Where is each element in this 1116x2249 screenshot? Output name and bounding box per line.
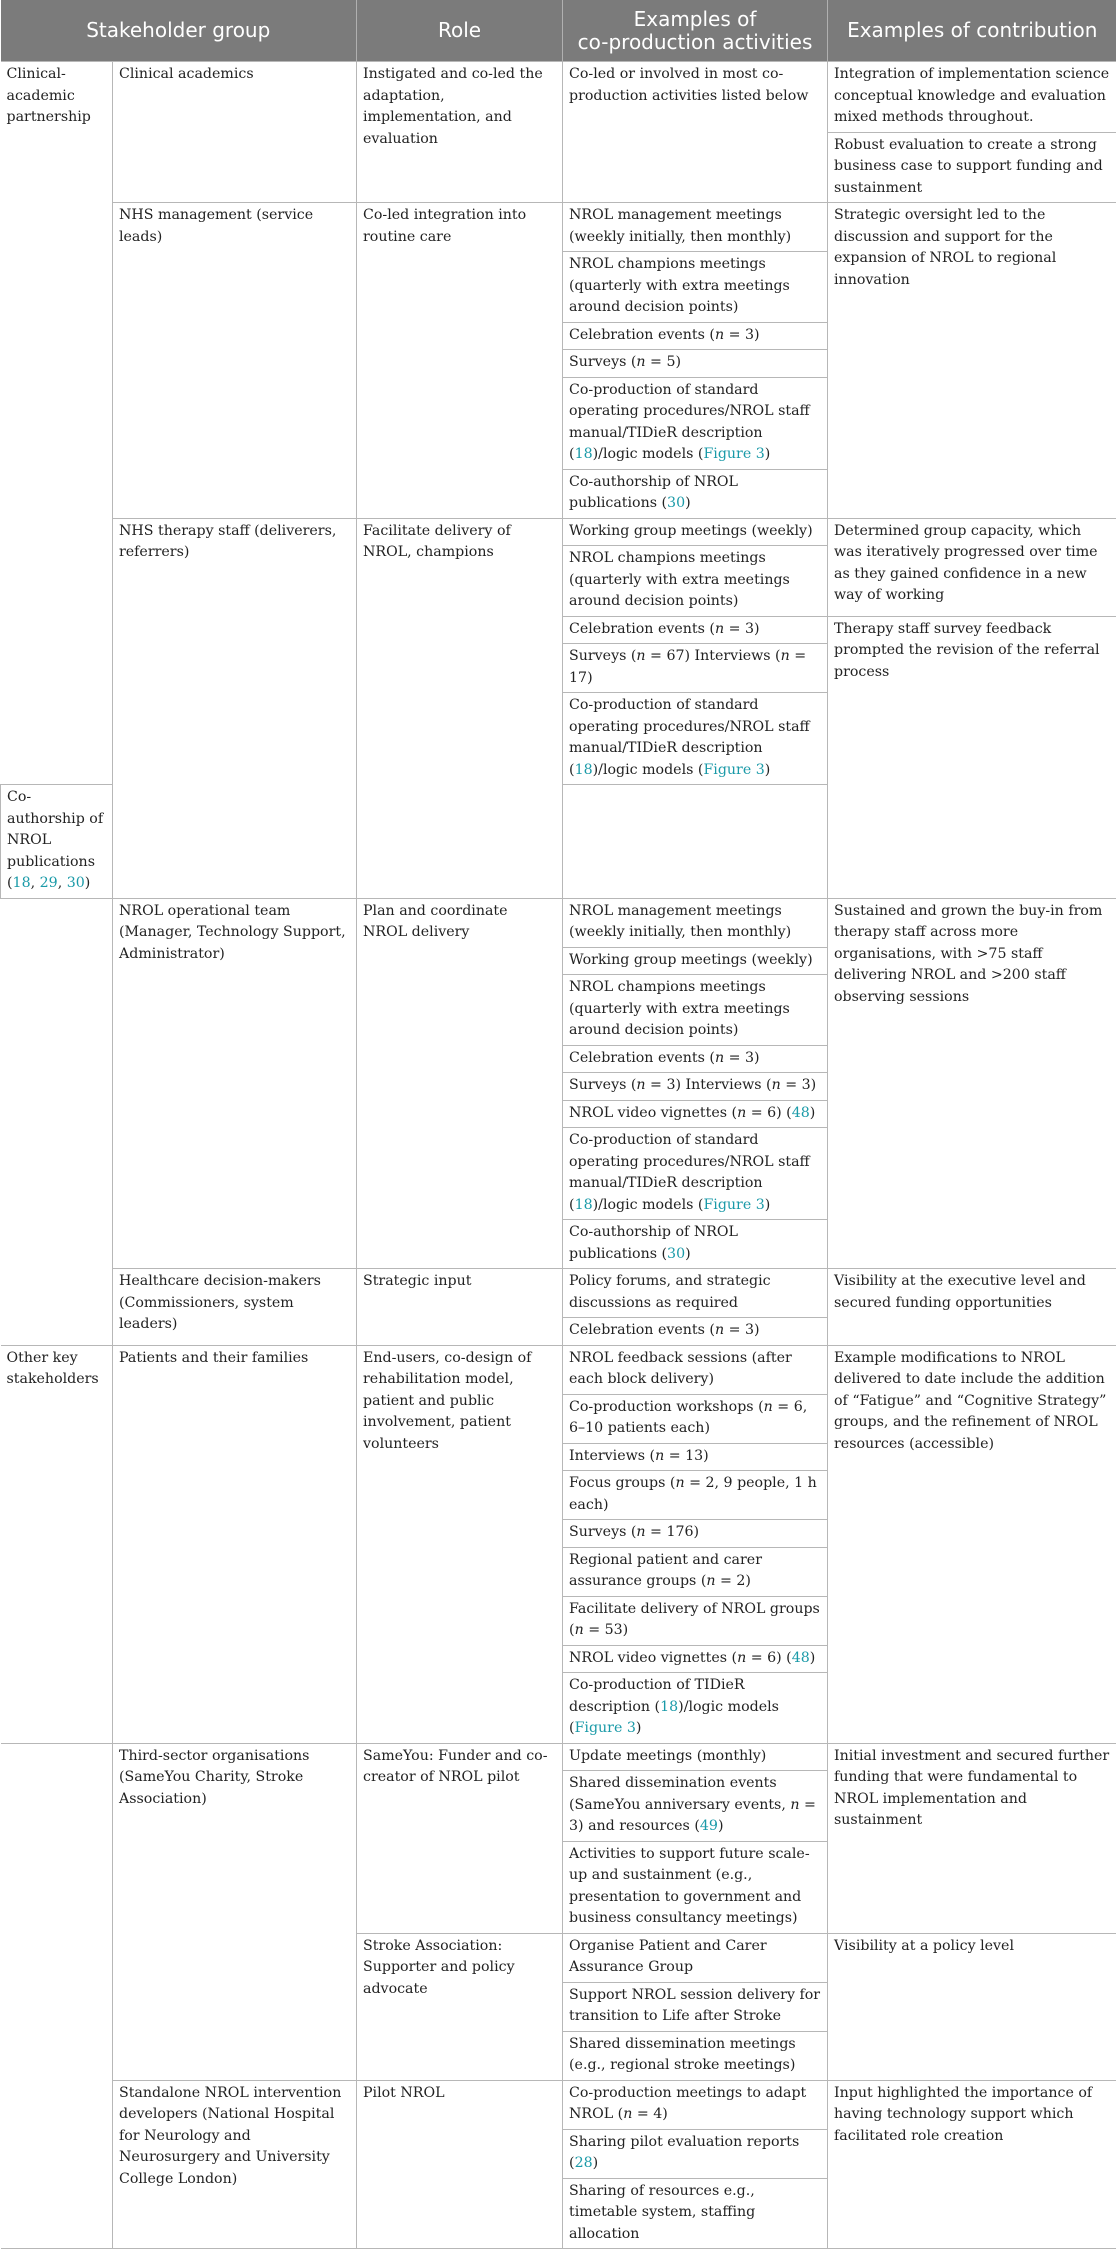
activity-cell: Co-production of TIDieR description (18)/logic models (Figure 3) — [563, 1673, 828, 1744]
group-label: Other key stakeholders — [1, 1345, 113, 1743]
role-cell: End-users, co-design of rehabilitation model, patient and public involvement, patient volunteers — [357, 1345, 563, 1743]
role-cell: Strategic input — [357, 1269, 563, 1346]
activity-cell: Co-authorship of NROL publications (30) — [563, 1220, 828, 1269]
stakeholder-cell: Third-sector organisations (SameYou Charity, Stroke Association) — [113, 1743, 357, 2080]
activity-cell: NROL management meetings (weekly initially, then monthly) — [563, 203, 828, 252]
stakeholder-cell: Standalone NROL intervention developers (National Hospital for Neurology and Neurosurgery and University College London) — [113, 2080, 357, 2249]
stakeholder-cell: Clinical academics — [113, 62, 357, 203]
activity-cell: Celebration events (n = 3) — [563, 1318, 828, 1346]
role-cell: Pilot NROL — [357, 2080, 563, 2249]
contribution-cell: Determined group capacity, which was iteratively progressed over time as they gained confidence in a new way of working — [828, 518, 1116, 616]
contribution-cell: Visibility at a policy level — [828, 1933, 1116, 2080]
activity-cell: Interviews (n = 13) — [563, 1443, 828, 1471]
contribution-cell: Integration of implementation science conceptual knowledge and evaluation mixed methods throughout. — [828, 62, 1116, 133]
role-cell: Stroke Association: Supporter and policy advocate — [357, 1933, 563, 2080]
activity-cell: Surveys (n = 176) — [563, 1520, 828, 1548]
activity-cell: Co-production workshops (n = 6, 6–10 patients each) — [563, 1394, 828, 1443]
role-cell: Facilitate delivery of NROL, champions — [357, 518, 563, 898]
header-stakeholder-group: Stakeholder group — [1, 0, 357, 62]
activity-cell: Co-production meetings to adapt NROL (n = 4) — [563, 2080, 828, 2129]
activity-cell: Sharing pilot evaluation reports (28) — [563, 2129, 828, 2178]
contribution-cell: Therapy staff survey feedback prompted the revision of the referral process — [828, 616, 1116, 898]
contribution-cell: Initial investment and secured further funding that were fundamental to NROL implementation and sustainment — [828, 1743, 1116, 1933]
activity-cell: Surveys (n = 5) — [563, 350, 828, 378]
contribution-cell: Example modifications to NROL delivered to date include the addition of “Fatigue” and “Cognitive Strategy” groups, and the refinement of NROL resources (accessible) — [828, 1345, 1116, 1743]
activity-cell: Co-production of standard operating procedures/NROL staff manual/TIDieR description (18)/logic models (Figure 3) — [563, 377, 828, 469]
contribution-cell: Input highlighted the importance of having technology support which facilitated role creation — [828, 2080, 1116, 2249]
activity-cell: Support NROL session delivery for transition to Life after Stroke — [563, 1982, 828, 2031]
activity-cell: Co-production of standard operating procedures/NROL staff manual/TIDieR description (18)/logic models (Figure 3) — [563, 1128, 828, 1220]
stakeholder-cell: Patients and their families — [113, 1345, 357, 1743]
activity-cell: Regional patient and carer assurance groups (n = 2) — [563, 1547, 828, 1596]
activity-cell: Update meetings (monthly) — [563, 1743, 828, 1771]
role-cell: Co-led integration into routine care — [357, 203, 563, 519]
table-row — [1, 203, 1116, 252]
activity-cell: NROL management meetings (weekly initially, then monthly) — [563, 898, 828, 947]
header-activities: Examples of co-production activities — [563, 0, 828, 62]
contribution-cell: Robust evaluation to create a strong business case to support funding and sustainment — [828, 132, 1116, 203]
activity-cell: NROL video vignettes (n = 6) (48) — [563, 1100, 828, 1128]
activity-cell: Co-authorship of NROL publications (30) — [563, 469, 828, 518]
table-row — [1, 518, 1116, 546]
role-cell: SameYou: Funder and co-creator of NROL pilot — [357, 1743, 563, 1933]
activity-cell: Co-led or involved in most co-production activities listed below — [563, 62, 828, 203]
activity-cell: Shared dissemination events (SameYou anniversary events, n = 3) and resources (49) — [563, 1771, 828, 1842]
role-cell: Plan and coordinate NROL delivery — [357, 898, 563, 1269]
stakeholder-cell: NHS management (service leads) — [113, 203, 357, 519]
activity-cell: Focus groups (n = 2, 9 people, 1 h each) — [563, 1471, 828, 1520]
stakeholder-cell: Healthcare decision-makers (Commissioners, system leaders) — [113, 1269, 357, 1346]
activity-cell: Facilitate delivery of NROL groups (n = 53) — [563, 1596, 828, 1645]
activity-cell: Co-production of standard operating procedures/NROL staff manual/TIDieR description (18)/logic models (Figure 3) — [563, 693, 828, 785]
table-header-row — [1, 0, 1116, 62]
group-label-empty — [1, 1743, 113, 2249]
activity-cell: Co-authorship of NROL publications (18, 29, 30) — [1, 785, 113, 899]
activity-cell: Surveys (n = 3) Interviews (n = 3) — [563, 1073, 828, 1101]
activity-cell: Surveys (n = 67) Interviews (n = 17) — [563, 644, 828, 693]
stakeholder-cell: NROL operational team (Manager, Technology Support, Administrator) — [113, 898, 357, 1269]
activity-cell: NROL feedback sessions (after each block delivery) — [563, 1345, 828, 1394]
activity-cell: NROL champions meetings (quarterly with extra meetings around decision points) — [563, 546, 828, 617]
group-label-continued — [1, 898, 113, 1345]
stakeholder-cell: NHS therapy staff (deliverers, referrers) — [113, 518, 357, 898]
role-cell: Instigated and co-led the adaptation, implementation, and evaluation — [357, 62, 563, 203]
table-row — [1, 1269, 1116, 1318]
table-row — [1, 1345, 1116, 1394]
contribution-cell: Visibility at the executive level and secured funding opportunities — [828, 1269, 1116, 1346]
activity-cell: Celebration events (n = 3) — [563, 1045, 828, 1073]
activity-cell: NROL video vignettes (n = 6) (48) — [563, 1645, 828, 1673]
activity-cell: Celebration events (n = 3) — [563, 616, 828, 644]
table-row — [1, 2080, 1116, 2129]
activity-cell: Working group meetings (weekly) — [563, 518, 828, 546]
group-label: Clinical-academic partnership — [1, 62, 113, 785]
activity-cell: NROL champions meetings (quarterly with extra meetings around decision points) — [563, 975, 828, 1046]
activity-cell: Organise Patient and Carer Assurance Group — [563, 1933, 828, 1982]
contribution-cell: Sustained and grown the buy-in from therapy staff across more organisations, with >75 staff delivering NROL and >200 staff observing sessions — [828, 898, 1116, 1269]
contribution-cell: Strategic oversight led to the discussion and support for the expansion of NROL to regional innovation — [828, 203, 1116, 519]
activity-cell: Celebration events (n = 3) — [563, 322, 828, 350]
activity-cell: Shared dissemination meetings (e.g., regional stroke meetings) — [563, 2031, 828, 2080]
activity-cell: Policy forums, and strategic discussions as required — [563, 1269, 828, 1318]
table-row — [1, 62, 1116, 133]
table-row — [1, 898, 1116, 947]
header-role: Role — [357, 0, 563, 62]
activity-cell: NROL champions meetings (quarterly with extra meetings around decision points) — [563, 252, 828, 323]
activity-cell: Working group meetings (weekly) — [563, 947, 828, 975]
header-contribution: Examples of contribution — [828, 0, 1116, 62]
activity-cell: Sharing of resources e.g., timetable system, staffing allocation — [563, 2178, 828, 2249]
table-row — [1, 1743, 1116, 1771]
activity-cell: Activities to support future scale-up and sustainment (e.g., presentation to government and business consultancy meetings) — [563, 1841, 828, 1933]
